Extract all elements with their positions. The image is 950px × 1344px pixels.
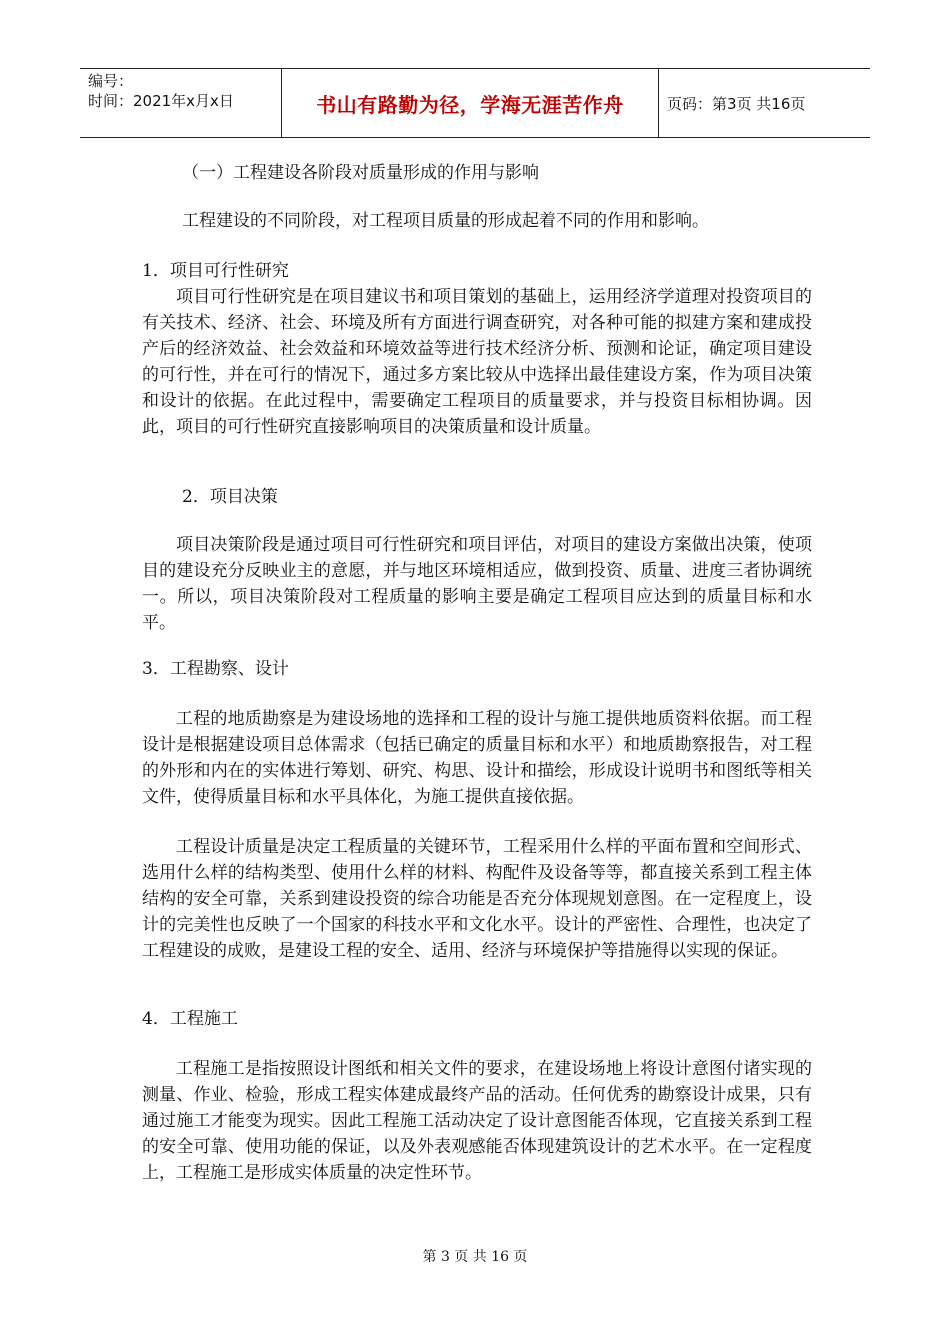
- header-motto: 书山有路勤为径，学海无涯苦作舟: [316, 92, 624, 117]
- section-4-paragraph: 工程施工是指按照设计图纸和相关文件的要求，在建设场地上将设计意图付诸实现的测量、作业、检验，形成工程实体建成最终产品的活动。任何优秀的勘察设计成果，只有通过施工才能变为现实。因此工程施工活动决定了设计意图能否体现，它直接关系到工程的安全可靠、使用功能的保证，以及外表观感能否体现建筑设计的艺术水平。在一定程度上，工程施工是形成实体质量的决定性环节。: [142, 1059, 812, 1183]
- intro-paragraph: 工程建设的不同阶段，对工程项目质量的形成起着不同的作用和影响。: [182, 211, 709, 231]
- page-footer: 第 3 页 共 16 页: [422, 1249, 528, 1265]
- section-3-title: 3．工程勘察、设计: [142, 659, 289, 679]
- section-2-paragraph: 项目决策阶段是通过项目可行性研究和项目评估，对项目的建设方案做出决策，使项目的建设充分反映业主的意愿，并与地区环境相适应，做到投资、质量、进度三者协调统一。所以，项目决策阶段对工程质量的影响主要是确定工程项目应达到的质量目标和水平。: [142, 535, 812, 633]
- page-header: [80, 68, 870, 138]
- section-3-paragraph-2: 工程设计质量是决定工程质量的关键环节，工程采用什么样的平面布置和空间形式、选用什么样的结构类型、使用什么样的材料、构配件及设备等等，都直接关系到工程主体结构的安全可靠，关系到建设投资的综合功能是否充分体现规划意图。在一定程度上，设计的完美性也反映了一个国家的科技水平和文化水平。设计的严密性、合理性，也决定了工程建设的成败，是建设工程的安全、适用、经济与环境保护等措施得以实现的保证。: [142, 837, 812, 961]
- header-motto-cell: [282, 69, 659, 137]
- section-heading: （一）工程建设各阶段对质量形成的作用与影响: [182, 163, 539, 183]
- section-3-paragraph-1: 工程的地质勘察是为建设场地的选择和工程的设计与施工提供地质资料依据。而工程设计是根据建设项目总体需求（包括已确定的质量目标和水平）和地质勘察报告，对工程的外形和内在的实体进行筹划、研究、构思、设计和描绘，形成设计说明书和图纸等相关文件，使得质量目标和水平具体化，为施工提供直接依据。: [142, 709, 812, 807]
- section-2-title: 2．项目决策: [182, 487, 278, 507]
- header-meta: [80, 69, 282, 137]
- document-number-label: 编号：: [88, 72, 134, 90]
- section-4-title: 4．工程施工: [142, 1009, 238, 1029]
- document-time-label: 时间：2021年x月x日: [88, 92, 234, 110]
- section-1-paragraph: 项目可行性研究是在项目建议书和项目策划的基础上，运用经济学道理对投资项目的有关技术、经济、社会、环境及所有方面进行调查研究，对各种可能的拟建方案和建成投产后的经济效益、社会效益和环境效益等进行技术经济分析、预测和论证，确定项目建设的可行性，并在可行的情况下，通过多方案比较从中选择出最佳建设方案，作为项目决策和设计的依据。在此过程中，需要确定工程项目的质量要求，并与投资目标相协调。因此，项目的可行性研究直接影响项目的决策质量和设计质量。: [142, 287, 812, 437]
- header-page-info: 页码：第3页 共16页: [667, 94, 806, 113]
- section-1-title: 1．项目可行性研究: [142, 261, 289, 281]
